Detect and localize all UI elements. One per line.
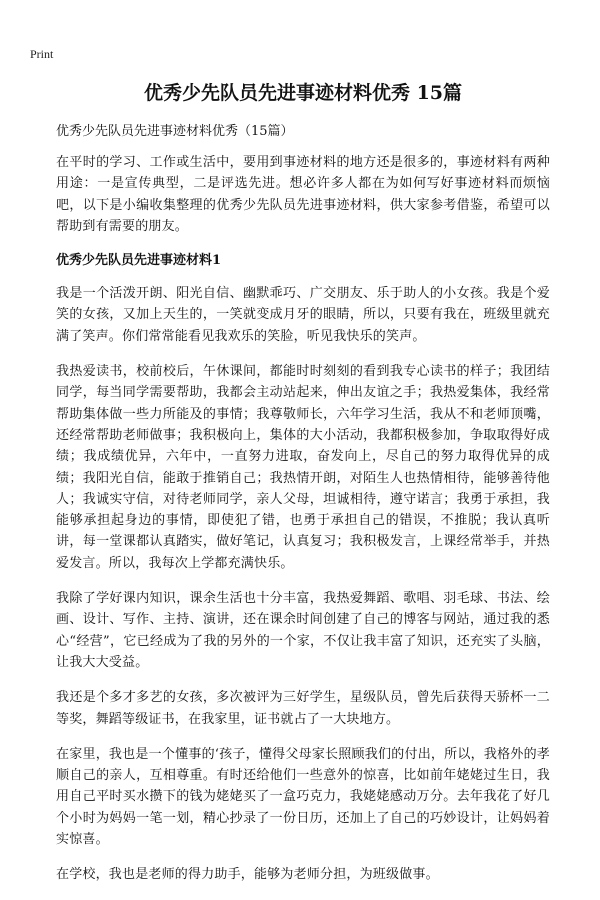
section-heading: 优秀少先队员先进事迹材料1 <box>56 253 222 269</box>
body-paragraph-1: 我是一个活泼开朗、阳光自信、幽默乖巧、广交朋友、乐于助人的小女孩。我是个爱笑的女孩，又加上天生的，一笑就变成月牙的眼睛，所以，只要有我在，班级里就充满了笑声。你们常常能看见我欢乐的笑脸，听见我快乐的笑声。 <box>56 286 550 344</box>
print-link[interactable]: Print <box>30 47 54 61</box>
body-paragraph-6: 在学校，我也是老师的得力助手，能够为老师分担，为班级做事。 <box>56 867 439 883</box>
page-title: 优秀少先队员先进事迹材料优秀 15篇 <box>143 82 463 104</box>
body-paragraph-5: 在家里，我也是一个懂事的‘孩子，懂得父母家长照顾我们的付出，所以，我格外的孝顺自己的亲人，互相尊重。有时还给他们一些意外的惊喜，比如前年姥姥过生日，我用自己平时买水攒下的钱为姥姥买了一盒巧克力，我姥姥感动万分。去年我花了好几个小时为妈妈一笔一划，精心抄录了一份日历，还加上了自己的巧妙设计，让妈妈着实惊喜。 <box>56 746 550 848</box>
intro-paragraph: 在平时的学习、工作或生活中，要用到事迹材料的地方还是很多的，事迹材料有两种用途：一是宣传典型，二是评选先进。想必许多人都在为如何写好事迹材料而烦恼吧，以下是小编收集整理的优秀少先队员先进事迹材料，供大家参考借鉴，希望可以帮助到有需要的朋友。 <box>56 155 550 234</box>
body-paragraph-2: 我热爱读书，校前校后，午休课间，都能时时刻刻的看到我专心读书的样子；我团结同学，每当同学需要帮助，我都会主动站起来，伸出友谊之手；我热爱集体，我经常帮助集体做一些力所能及的事情；我尊敬师长，六年学习生活，我从不和老师顶嘴，还经常帮助老师做事；我积极向上，集体的大小活动，我都积极参加，争取取得好成绩；我成绩优异，六年中，一直努力进取，奋发向上，尽自己的努力取得优异的成绩；我阳光自信，能敢于推销自己；我热情开朗，对陌生人也热情相待，能够善待他人；我诚实守信，对待老师同学，亲人父母，坦诚相待，遵守诺言；我勇于承担，我能够承担起身边的事情，即使犯了错，也勇于承担自己的错误，不推脱；我认真听讲，每一堂课都认真踏实，做好笔记，认真复习；我积极发言，上课经常举手，并热爱发言。所以，我每次上学都充满快乐。 <box>56 364 550 571</box>
body-paragraph-4: 我还是个多才多艺的女孩，多次被评为三好学生，星级队员，曾先后获得天骄杯一二等奖，舞蹈等级证书，在我家里，证书就占了一大块地方。 <box>56 690 550 727</box>
document-subtitle: 优秀少先队员先进事迹材料优秀（15篇） <box>56 124 294 139</box>
document-body <box>56 82 550 900</box>
body-paragraph-3: 我除了学好课内知识，课余生活也十分丰富，我热爱舞蹈、歌唱、羽毛球、书法、绘画、设计、写作、主持、演讲，还在课余时间创建了自己的博客与网站，通过我的悉心“经营”，它已经成为了我的另外的一个家，不仅让我丰富了知识，还充实了头脑，让我大大受益。 <box>56 591 550 670</box>
